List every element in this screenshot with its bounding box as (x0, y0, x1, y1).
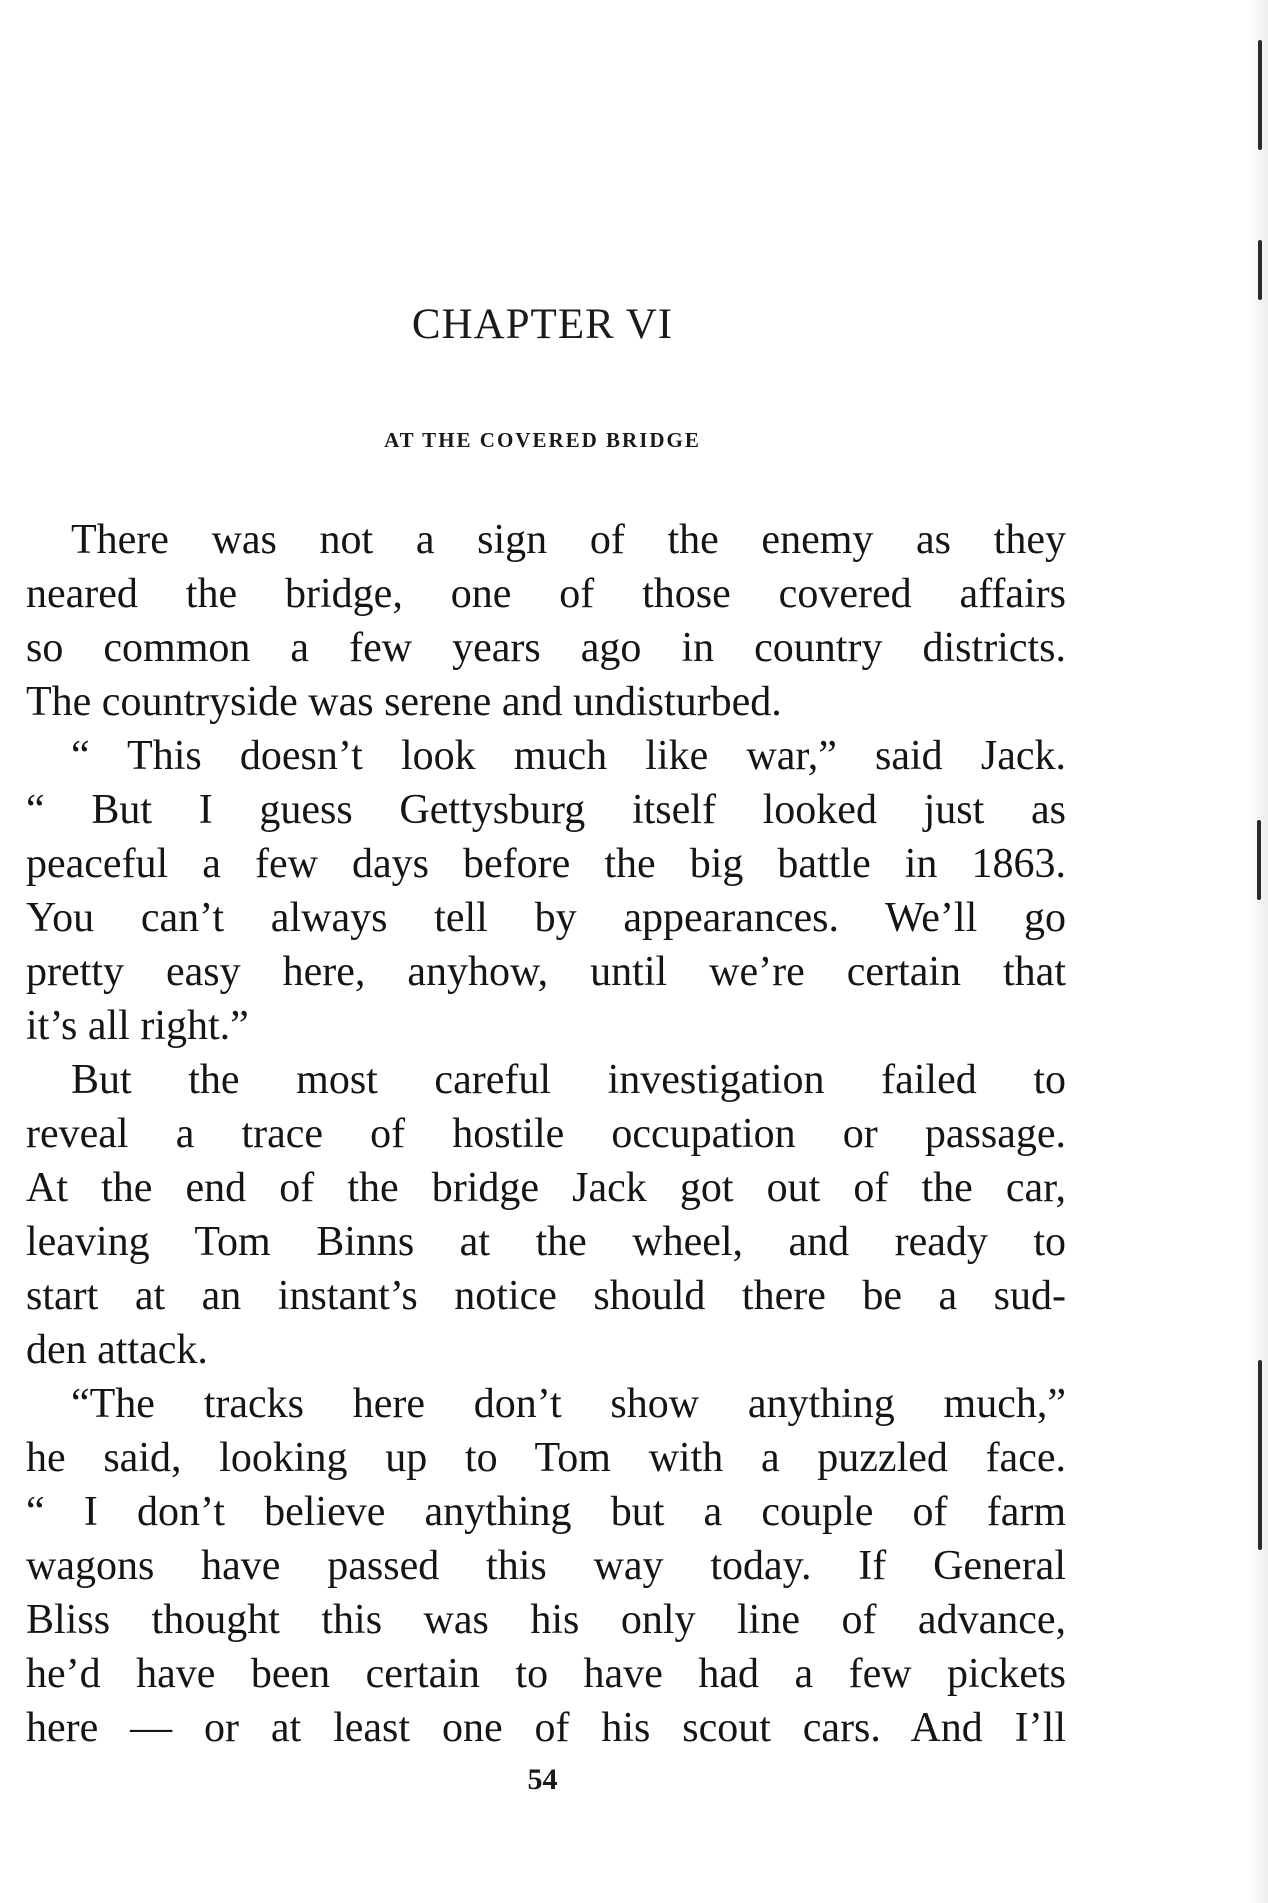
text-line: he’d have been certain to have had a few pickets (26, 1651, 1066, 1697)
text-line: Bliss thought this was his only line of advance, (26, 1597, 1066, 1643)
text-line: neared the bridge, one of those covered affairs (26, 571, 1066, 617)
text-line: so common a few years ago in country districts. (26, 625, 1066, 671)
text-line: “ This doesn’t look much like war,” said Jack. (71, 733, 1066, 779)
binding-mark (1258, 1360, 1262, 1550)
text-line: reveal a trace of hostile occupation or passage. (26, 1111, 1066, 1157)
text-line: den attack. (26, 1327, 208, 1373)
text-line: “ I don’t believe anything but a couple of farm (26, 1489, 1066, 1535)
text-line: pretty easy here, anyhow, until we’re certain that (26, 949, 1066, 995)
body-text (26, 513, 1066, 1755)
chapter-subtitle: AT THE COVERED BRIDGE (384, 428, 701, 452)
text-line: wagons have passed this way today. If General (26, 1543, 1066, 1589)
text-line: There was not a sign of the enemy as they (71, 517, 1066, 563)
text-line: But the most careful investigation failed to (71, 1057, 1066, 1103)
text-line: peaceful a few days before the big battle in 1863. (26, 841, 1066, 887)
binding-mark (1257, 820, 1261, 900)
text-line: he said, looking up to Tom with a puzzled face. (26, 1435, 1066, 1481)
page-number: 54 (527, 1763, 558, 1796)
binding-mark (1258, 240, 1262, 300)
text-line: The countryside was serene and undisturbed. (26, 679, 782, 725)
text-line: start at an instant’s notice should there be a sud- (26, 1273, 1066, 1319)
text-line: “ But I guess Gettysburg itself looked just as (26, 787, 1066, 833)
text-line: here — or at least one of his scout cars. And I’ll (26, 1705, 1066, 1751)
text-line: At the end of the bridge Jack got out of the car, (26, 1165, 1066, 1211)
text-line: it’s all right.” (26, 1003, 249, 1049)
chapter-title: CHAPTER VI (411, 301, 674, 348)
text-line: “The tracks here don’t show anything much,” (71, 1381, 1066, 1427)
text-line: You can’t always tell by appearances. We’ll go (26, 895, 1066, 941)
binding-mark (1258, 40, 1262, 150)
text-line: leaving Tom Binns at the wheel, and ready to (26, 1219, 1066, 1265)
